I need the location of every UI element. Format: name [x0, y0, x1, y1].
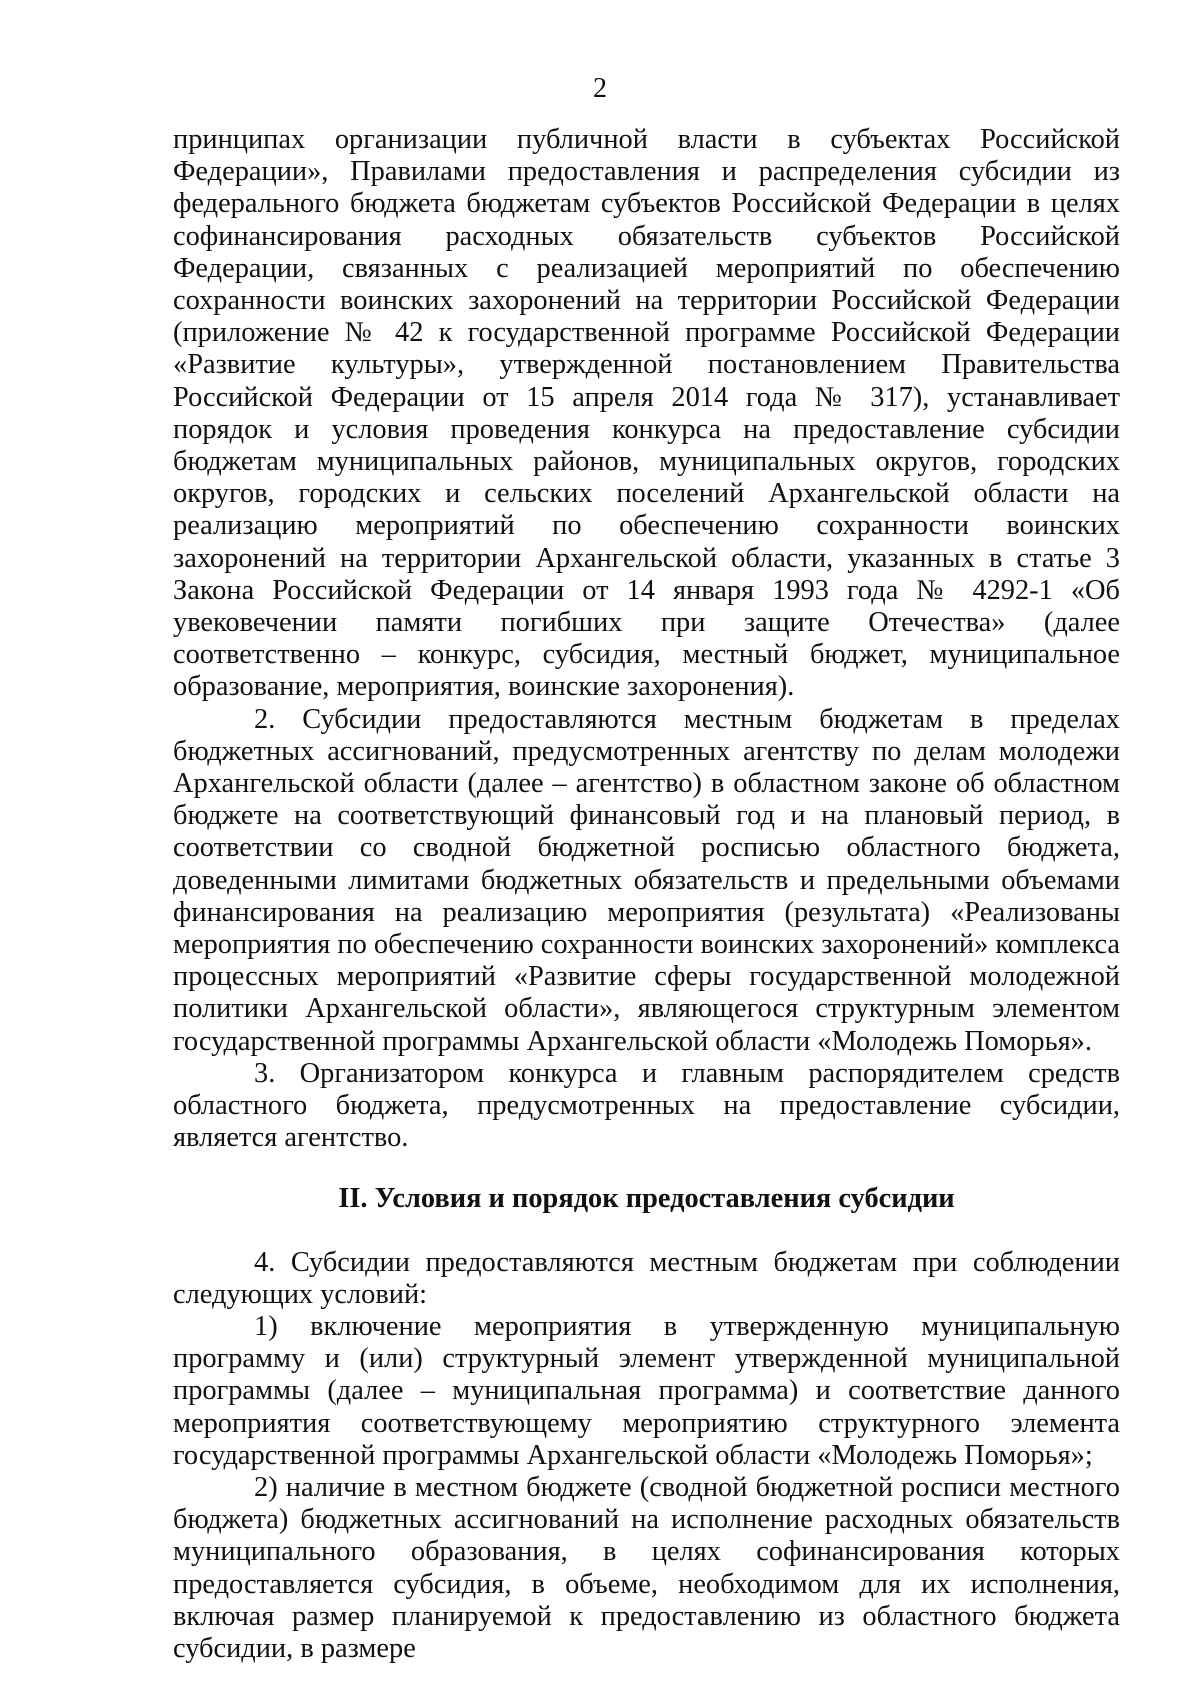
- paragraph-subitem-2: 2) наличие в местном бюджете (сводной бюджетной росписи местного бюджета) бюджетных ассигнований на исполнение расходных обязательств муниципального образования, в целях софинансирования которых предоставляется субсидия, в объеме, необходимом для их исполнения, включая размер планируемой к предоставлению из областного бюджета субсидии, в размере: [173, 1471, 1120, 1664]
- paragraph-item-3: 3. Организатором конкурса и главным распорядителем средств областного бюджета, предусмотренных на предоставление субсидии, является агентство.: [173, 1057, 1120, 1154]
- paragraph-subitem-1: 1) включение мероприятия в утвержденную муниципальную программу и (или) структурный элемент утвержденной муниципальной программы (далее – муниципальная программа) и соответствие данного мероприятия соответствующему мероприятию структурного элемента государственной программы Архангельской области «Молодежь Поморья»;: [173, 1310, 1120, 1471]
- paragraph-item-2: 2. Субсидии предоставляются местным бюджетам в пределах бюджетных ассигнований, предусмотренных агентству по делам молодежи Архангельской области (далее – агентство) в областном законе об областном бюджете на соответствующий финансовый год и на плановый период, в соответствии со сводной бюджетной росписью областного бюджета, доведенными лимитами бюджетных обязательств и предельными объемами финансирования на реализацию мероприятия (результата) «Реализованы мероприятия по обеспечению сохранности воинских захоронений» комплекса процессных мероприятий «Развитие сферы государственной молодежной политики Архангельской области», являющегося структурным элементом государственной программы Архангельской области «Молодежь Поморья».: [173, 703, 1120, 1057]
- document-body: [173, 124, 1120, 1665]
- paragraph-item-4: 4. Субсидии предоставляются местным бюджетам при соблюдении следующих условий:: [173, 1246, 1120, 1310]
- paragraph-continuation: принципах организации публичной власти в субъектах Российской Федерации», Правилами предоставления и распределения субсидии из федерального бюджета бюджетам субъектов Российской Федерации в целях софинансирования расходных обязательств субъектов Российской Федерации, связанных с реализацией мероприятий по обеспечению сохранности воинских захоронений на территории Российской Федерации (приложение № 42 к государственной программе Российской Федерации «Развитие культуры», утвержденной постановлением Правительства Российской Федерации от 15 апреля 2014 года № 317), устанавливает порядок и условия проведения конкурса на предоставление субсидии бюджетам муниципальных районов, муниципальных округов, городских округов, городских и сельских поселений Архангельской области на реализацию мероприятий по обеспечению сохранности воинских захоронений на территории Архангельской области, указанных в статье 3 Закона Российской Федерации от 14 января 1993 года № 4292-1 «Об увековечении памяти погибших при защите Отечества» (далее соответственно – конкурс, субсидия, местный бюджет, муниципальное образование, мероприятия, воинские захоронения).: [173, 124, 1120, 703]
- page-number: 2: [593, 73, 607, 104]
- section-heading: II. Условия и порядок предоставления субсидии: [338, 1182, 955, 1214]
